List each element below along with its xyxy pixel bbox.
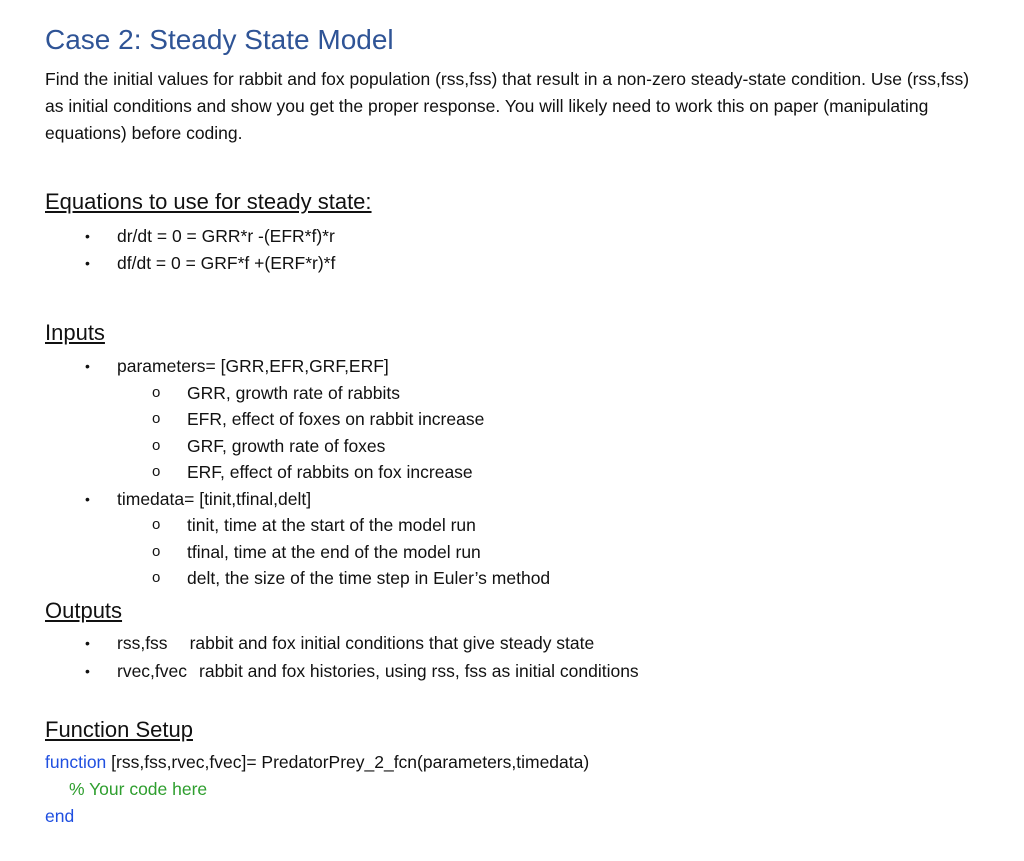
bullet-icon: • [85, 635, 90, 651]
list-item [45, 353, 945, 380]
sub-bullet-icon: o [152, 410, 161, 427]
list-item [45, 406, 945, 433]
end-keyword: end [45, 806, 75, 826]
parameter-item: GRR, growth rate of rabbits [187, 382, 400, 403]
list-item [45, 512, 945, 539]
code-line-1 [45, 749, 589, 776]
list-item [45, 539, 945, 566]
inputs-heading: Inputs [45, 320, 105, 345]
sub-bullet-icon: o [152, 436, 161, 454]
list-item [45, 565, 945, 592]
outputs-heading: Outputs [45, 598, 123, 623]
output-desc: rabbit and fox initial conditions that give steady state [189, 633, 595, 653]
parameter-item: EFR, effect of foxes on rabbit increase [187, 409, 485, 429]
list-item [45, 250, 945, 277]
timedata-item: tinit, time at the start of the model run [187, 515, 476, 535]
code-block [45, 749, 589, 830]
list-item [45, 433, 945, 460]
sub-bullet-icon: o [152, 516, 161, 533]
list-item [45, 380, 945, 407]
equation-1: dr/dt = 0 = GRR*r -(EFR*f)*r [117, 226, 335, 246]
parameters-label: parameters= [GRR,EFR,GRF,ERF] [117, 356, 389, 376]
list-item [45, 630, 945, 658]
list-item [45, 486, 945, 513]
function-keyword: function [45, 752, 107, 772]
output-item [117, 658, 639, 684]
sub-bullet-icon: o [152, 569, 161, 586]
sub-bullet-icon: o [152, 463, 161, 480]
equations-list [45, 223, 945, 276]
page-title: Case 2: Steady State Model [45, 24, 394, 55]
function-signature: [rss,fss,rvec,fvec]= PredatorPrey_2_fcn(parameters,timedata) [106, 752, 590, 772]
equation-2: df/dt = 0 = GRF*f +(ERF*r)*f [117, 252, 336, 273]
parameter-item: GRF, growth rate of foxes [187, 435, 386, 456]
bullet-icon: • [85, 490, 90, 507]
list-item [45, 459, 945, 486]
intro-paragraph: Find the initial values for rabbit and fox population (rss,fss) that result in a non-zero steady-state condition. Use (rss,fss) as initial conditions and show you get the proper response. You will likely need to work this on paper (manipulating equations) before coding. [45, 69, 970, 143]
function-setup-heading: Function Setup [45, 717, 193, 742]
timedata-label: timedata= [tinit,tfinal,delt] [117, 488, 312, 509]
outputs-list [45, 630, 945, 685]
list-item [45, 223, 945, 250]
equations-heading: Equations to use for steady state: [45, 189, 372, 214]
timedata-item: tfinal, time at the end of the model run [187, 541, 481, 562]
output-name: rvec,fvec [117, 661, 188, 681]
inputs-list [45, 353, 945, 592]
output-item [117, 630, 594, 656]
sub-bullet-icon: o [152, 542, 161, 560]
timedata-item: delt, the size of the time step in Euler’s method [187, 568, 551, 588]
sub-bullet-icon: o [152, 383, 161, 401]
parameter-item: ERF, effect of rabbits on fox increase [187, 462, 473, 482]
output-name: rss,fss [117, 633, 168, 653]
bullet-icon: • [85, 254, 90, 271]
bullet-icon: • [85, 663, 90, 679]
output-desc: rabbit and fox histories, using rss, fss as initial conditions [199, 661, 639, 681]
code-comment: % Your code here [69, 779, 208, 799]
bullet-icon: • [85, 358, 90, 374]
list-item [45, 658, 945, 685]
bullet-icon: • [85, 228, 90, 244]
